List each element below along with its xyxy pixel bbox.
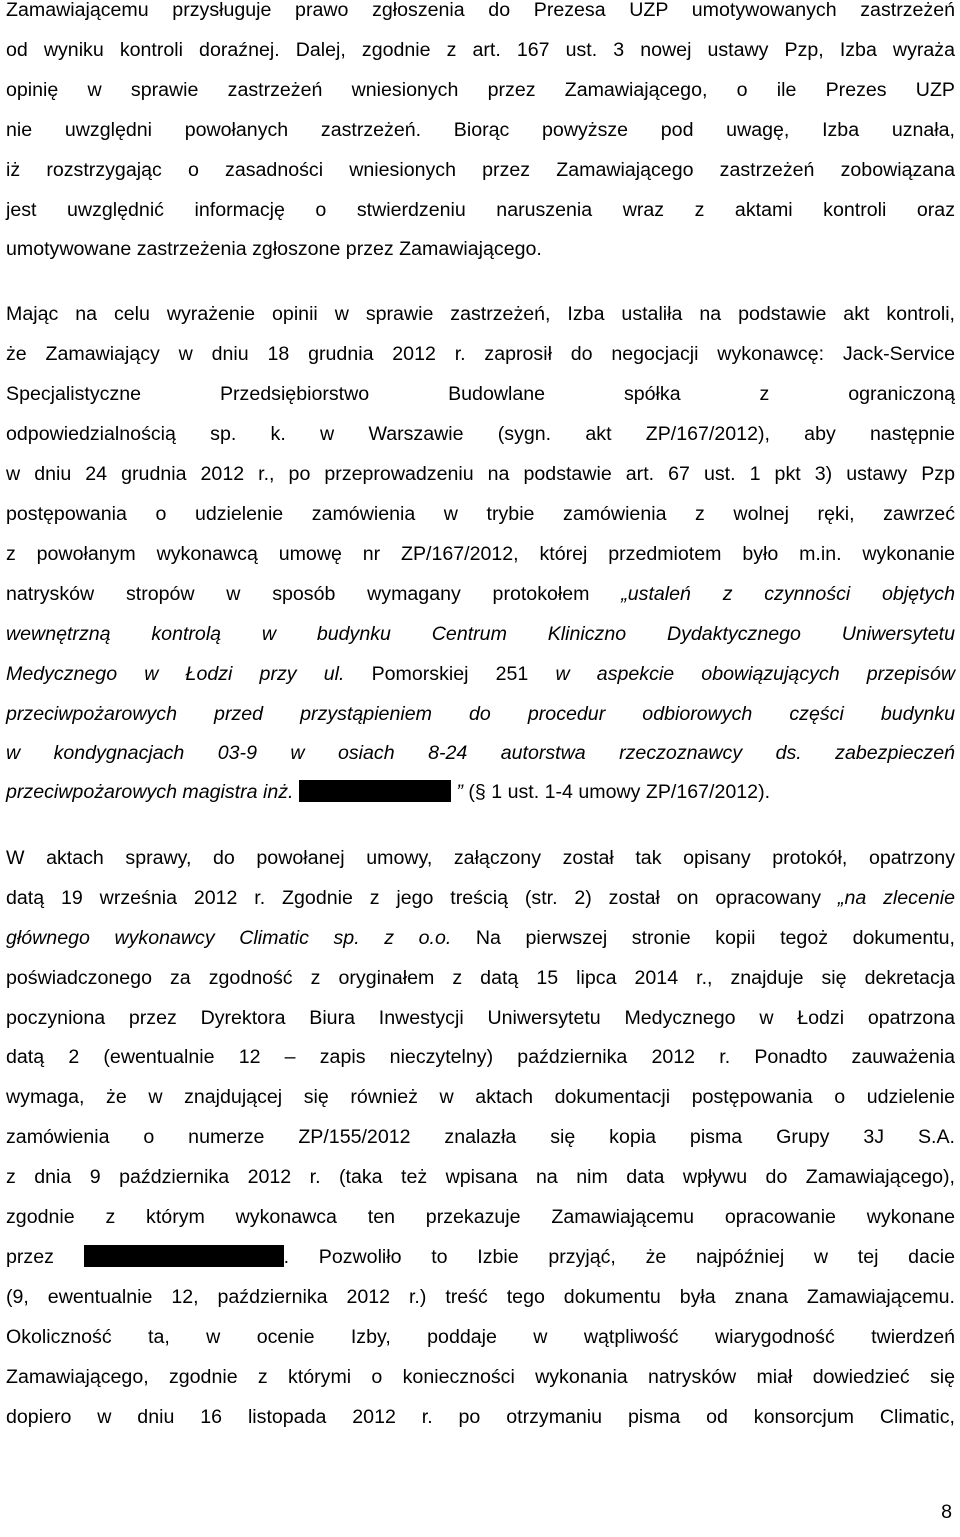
- text-span: przez: [6, 1246, 54, 1268]
- text-span: poczyniona przez Dyrektora Biura Inwestycji Uniwersytetu Medycznego w Łodzi opatrzona: [6, 1007, 955, 1029]
- text-span: opinię w sprawie zastrzeżeń wniesionych przez Zamawiającego, o ile Prezes UZP: [6, 79, 955, 101]
- redaction-block: [299, 780, 451, 802]
- text-line: [6, 660, 955, 688]
- redaction-block: [84, 1245, 284, 1267]
- text-span: datą 2 (ewentualnie 12 – zapis nieczytelny) października 2012 r. Ponadto zauważenia: [6, 1046, 955, 1068]
- text-span: Pomorskiej 251: [344, 663, 556, 685]
- italic-text-span: wewnętrzną kontrolą w budynku Centrum Kliniczno Dydaktycznego Uniwersytetu: [6, 623, 955, 645]
- text-line: [6, 1283, 955, 1311]
- text-span: z powołanym wykonawcą umowę nr ZP/167/2012, której przedmiotem było m.in. wykonanie: [6, 543, 955, 565]
- text-span: datą 19 września 2012 r. Zgodnie z jego treścią (str. 2) został on opracowany: [6, 887, 838, 909]
- italic-text-span: Medycznego w Łodzi przy ul.: [6, 663, 345, 685]
- text-line: [6, 420, 955, 448]
- text-line: [6, 1043, 955, 1071]
- text-line: [6, 924, 955, 952]
- text-line: [6, 1163, 955, 1191]
- text-line: [6, 739, 955, 767]
- italic-text-span: „na zlecenie: [837, 887, 955, 909]
- text-line: [6, 380, 955, 408]
- text-line: [6, 540, 955, 568]
- text-line: [6, 500, 955, 528]
- text-span: z dnia 9 października 2012 r. (taka też wpisana na nim data wpływu do Zamawiającego),: [6, 1166, 955, 1188]
- italic-text-span: ”: [456, 781, 463, 803]
- text-line: [6, 1083, 955, 1111]
- text-span: iż rozstrzygając o zasadności wniesionych przez Zamawiającego zastrzeżeń zobowiązana: [6, 159, 955, 181]
- text-line: [6, 580, 955, 608]
- text-span: od wyniku kontroli doraźnej. Dalej, zgodnie z art. 167 ust. 3 nowej ustawy Pzp, Izba wyraża: [6, 39, 955, 61]
- italic-text-span: przeciwpożarowych przed przystąpieniem do procedur odbiorowych części budynku: [6, 703, 955, 725]
- text-line: [6, 1004, 955, 1032]
- text-span: Na pierwszej stronie kopii tegoż dokumentu,: [451, 927, 955, 949]
- text-span: umotywowane zastrzeżenia zgłoszone przez Zamawiającego.: [6, 238, 542, 260]
- text-span: zamówienia o numerze ZP/155/2012 znalazła się kopia pisma Grupy 3J S.A.: [6, 1126, 955, 1148]
- text-line: [6, 1123, 955, 1151]
- text-span: nie uwzględni powołanych zastrzeżeń. Biorąc powyższe pod uwagę, Izba uznała,: [6, 119, 955, 141]
- text-line: [6, 844, 955, 872]
- text-span: poświadczonego za zgodność z oryginałem z datą 15 lipca 2014 r., znajduje się dekretacja: [6, 967, 955, 989]
- italic-text-span: w kondygnacjach 03-9 w osiach 8-24 autorstwa rzeczoznawcy ds. zabezpieczeń: [6, 742, 955, 764]
- text-line: [6, 700, 955, 728]
- text-line: [6, 300, 955, 328]
- text-span: Specjalistyczne Przedsiębiorstwo Budowlane spółka z ograniczoną: [6, 383, 955, 405]
- text-span: . Pozwoliło to Izbie przyjąć, że najpóźniej w tej dacie: [283, 1246, 955, 1268]
- text-line: [6, 620, 955, 648]
- text-span: Okoliczność ta, w ocenie Izby, poddaje w wątpliwość wiarygodność twierdzeń: [6, 1326, 955, 1348]
- text-line: [6, 116, 955, 144]
- text-span: odpowiedzialnością sp. k. w Warszawie (sygn. akt ZP/167/2012), aby następnie: [6, 423, 955, 445]
- text-span: jest uwzględnić informację o stwierdzeniu naruszenia wraz z aktami kontroli oraz: [6, 199, 955, 221]
- text-span: W aktach sprawy, do powołanej umowy, załączony został tak opisany protokół, opatrzony: [6, 847, 955, 869]
- text-line: [6, 340, 955, 368]
- text-line: [6, 1403, 955, 1431]
- text-span: Mając na celu wyrażenie opinii w sprawie zastrzeżeń, Izba ustaliła na podstawie akt kontroli,: [6, 303, 955, 325]
- italic-text-span: głównego wykonawcy Climatic sp. z o.o.: [6, 927, 452, 949]
- text-line: [6, 76, 955, 104]
- text-line: [6, 884, 955, 912]
- text-line: [6, 156, 955, 184]
- text-span: Zamawiającego, zgodnie z którymi o konieczności wykonania natrysków miał dowiedzieć się: [6, 1366, 955, 1388]
- text-line: [6, 36, 955, 64]
- text-line: [6, 235, 955, 263]
- text-span: że Zamawiający w dniu 18 grudnia 2012 r. zaprosił do negocjacji wykonawcę: Jack-Service: [6, 343, 955, 365]
- italic-text-span: przeciwpożarowych magistra inż.: [6, 781, 294, 803]
- text-line: [6, 1203, 955, 1231]
- text-span: postępowania o udzielenie zamówienia w trybie zamówienia z wolnej ręki, zawrzeć: [6, 503, 955, 525]
- text-span: natrysków stropów w sposób wymagany protokołem: [6, 583, 622, 605]
- text-line: [6, 1323, 955, 1351]
- text-line: [6, 1363, 955, 1391]
- italic-text-span: „ustaleń z czynności objętych: [621, 583, 955, 605]
- text-line: [6, 196, 955, 224]
- text-line: [6, 0, 955, 24]
- text-span: Zamawiającemu przysługuje prawo zgłoszenia do Prezesa UZP umotywowanych zastrzeżeń: [6, 0, 955, 21]
- italic-text-span: w aspekcie obowiązujących przepisów: [555, 663, 955, 685]
- text-line: [6, 1243, 955, 1271]
- text-span: (9, ewentualnie 12, października 2012 r.) treść tego dokumentu była znana Zamawiającemu.: [6, 1286, 955, 1308]
- text-span: wymaga, że w znajdującej się również w aktach dokumentacji postępowania o udzielenie: [6, 1086, 955, 1108]
- page-number: 8: [941, 1501, 952, 1523]
- text-span: zgodnie z którym wykonawca ten przekazuje Zamawiającemu opracowanie wykonane: [6, 1206, 955, 1228]
- text-line: [6, 460, 955, 488]
- text-line: [6, 964, 955, 992]
- text-span: w dniu 24 grudnia 2012 r., po przeprowadzeniu na podstawie art. 67 ust. 1 pkt 3) ustawy Pzp: [6, 463, 955, 485]
- text-line: [6, 778, 955, 806]
- text-span: (§ 1 ust. 1-4 umowy ZP/167/2012).: [462, 781, 771, 803]
- text-span: dopiero w dniu 16 listopada 2012 r. po otrzymaniu pisma od konsorcjum Climatic,: [6, 1406, 955, 1428]
